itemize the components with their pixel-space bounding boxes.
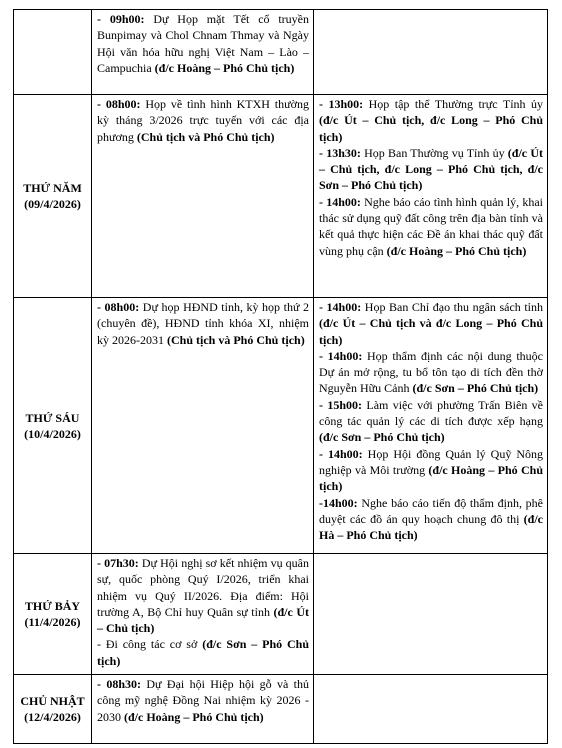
entry-assignee: (đ/c Út – Chủ tịch và đ/c Long – Phó Chủ tịch) — [319, 316, 543, 347]
morning-cell — [92, 95, 314, 298]
entry-time: - 13h30: — [319, 145, 361, 160]
morning-cell — [92, 675, 314, 744]
schedule-entry — [97, 11, 309, 76]
entry-text: Họp Ban Thường vụ Tỉnh ủy — [360, 145, 508, 160]
schedule-entry — [319, 397, 543, 446]
day-name: CHỦ NHẬT — [20, 694, 85, 708]
entry-text: Họp Hội đồng Quản lý Quỹ Nông nghiệp và Môi trường — [319, 446, 543, 477]
entry-time: - 14h00: — [319, 300, 362, 314]
entry-text: Dự họp HĐND tỉnh, kỳ họp thứ 2 (chuyên đề), HĐND tỉnh khóa XI, nhiệm kỳ 2026-2031 — [97, 300, 310, 347]
entry-assignee: (đ/c Hà – Phó Chủ tịch) — [319, 511, 543, 543]
entry-time: - 08h30: — [97, 677, 142, 691]
entry-assignee: (đ/c Út – Chủ tịch, đ/c Long – Phó Chủ tịch, đ/c Sơn – Phó Chủ tịch) — [319, 145, 544, 193]
entry-assignee: (đ/c Út – Chủ tịch, đ/c Long – Phó Chủ tịch) — [319, 113, 543, 144]
day-cell — [14, 298, 92, 554]
entry-time: - 09h00: — [97, 12, 145, 26]
afternoon-cell — [314, 298, 548, 554]
afternoon-cell — [314, 95, 548, 298]
afternoon-cell — [314, 675, 548, 744]
entry-assignee: (đ/c Út – Chủ tịch) — [97, 604, 309, 636]
entry-time: - 14h00: — [319, 348, 363, 363]
entry-assignee: (đ/c Hoàng – Phó Chủ tịch) — [154, 60, 295, 75]
entry-time: - 15h00: — [319, 397, 363, 412]
day-name: THỨ SÁU — [25, 410, 80, 425]
entry-assignee: (đ/c Sơn – Phó Chủ tịch) — [319, 430, 445, 445]
entry-text: Nghe báo cáo tiến độ thẩm định, phê duyệt các đồ án quy hoạch chung đô thị — [319, 495, 543, 526]
day-date: (09/4/2026) — [24, 197, 81, 211]
entry-assignee: (đ/c Hoàng – Phó Chủ tịch) — [124, 709, 264, 724]
day-date: (12/4/2026) — [24, 710, 81, 724]
entry-assignee: (đ/c Hoàng – Phó Chủ tịch) — [386, 243, 527, 258]
entry-assignee: (Chủ tịch và Phó Chủ tịch) — [136, 129, 275, 144]
entry-time: - 14h00: — [319, 446, 363, 461]
entry-text: Dự Đại hội Hiệp hội gỗ và thủ công mỹ nghệ Đồng Nai nhiệm kỳ 2026 - 2030 — [97, 677, 310, 724]
entry-time: - 08h00: — [97, 300, 140, 314]
schedule-entry — [319, 96, 543, 145]
entry-text: Làm việc với phường Trấn Biên về công tác quản lý các di tích được xếp hạng — [319, 397, 544, 429]
entry-time: - 13h00: — [319, 97, 364, 111]
day-name: THỨ NĂM — [23, 181, 82, 195]
day-cell — [14, 675, 92, 744]
schedule-row — [14, 10, 548, 95]
schedule-row — [14, 95, 548, 298]
entry-text: Dự Họp mặt Tết cổ truyền Bunpimay và Chol Chnam Thmay và Ngày Hội văn hóa hữu nghị Việt Nam – Lào – Campuchia — [97, 12, 310, 75]
afternoon-cell — [314, 554, 548, 675]
entry-text: Họp thẩm định các nội dung thuộc Dự án mở rộng, tu bổ tôn tạo di tích đền thờ Nguyễn Hữu Cảnh — [319, 348, 543, 396]
day-cell — [14, 554, 92, 675]
morning-cell — [92, 10, 314, 95]
schedule-entry — [97, 555, 309, 636]
day-cell — [14, 95, 92, 298]
entry-assignee: (đ/c Sơn – Phó Chủ tịch) — [412, 381, 539, 396]
entry-text: Họp tập thể Thường trực Tỉnh ủy — [363, 97, 543, 111]
schedule-table — [13, 9, 548, 744]
schedule-entry — [319, 194, 543, 259]
day-cell — [14, 10, 92, 95]
schedule-entry — [97, 676, 309, 725]
entry-text: Nghe báo cáo tình hình quản lý, khai thác sử dụng quỹ đất công trên địa bàn tỉnh và kết quả thực hiện các Đề án khai thác quỹ đất vùng phụ cận — [319, 194, 544, 258]
schedule-entry — [97, 636, 309, 669]
entry-text: Họp Ban Chỉ đạo thu ngân sách tỉnh — [361, 300, 544, 314]
entry-time: -14h00: — [319, 495, 358, 510]
schedule-entry — [97, 299, 309, 348]
entry-assignee: (đ/c Sơn – Phó Chủ tịch) — [97, 637, 310, 668]
entry-text: - Đi công tác cơ sở — [97, 637, 203, 652]
entry-text: Họp về tình hình KTXH thường kỳ tháng 3/2026 trực tuyến với các địa phương — [97, 97, 309, 144]
entry-time: - 14h00: — [319, 194, 361, 209]
schedule-entry — [97, 96, 309, 145]
schedule-row — [14, 554, 548, 675]
morning-cell — [92, 554, 314, 675]
entry-time: - 08h00: — [97, 97, 141, 111]
schedule-entry — [319, 299, 543, 348]
day-date: (11/4/2026) — [24, 615, 81, 629]
schedule-entry — [319, 446, 543, 495]
schedule-entry — [319, 495, 543, 544]
afternoon-cell — [314, 10, 548, 95]
day-name: THỨ BẢY — [24, 599, 81, 613]
schedule-row — [14, 298, 548, 554]
schedule-entry — [319, 145, 543, 194]
entry-assignee: (Chủ tịch và Phó Chủ tịch) — [167, 332, 305, 347]
day-date: (10/4/2026) — [24, 426, 81, 441]
entry-text: Dự Hội nghị sơ kết nhiệm vụ quân sự, quốc phòng Quý I/2026, triển khai nhiệm vụ Quý II/2026. Địa điểm: Hội trường A, Bộ Chỉ huy Quân sự tỉnh — [97, 556, 310, 619]
schedule-row — [14, 675, 548, 744]
schedule-entry — [319, 348, 543, 397]
morning-cell — [92, 298, 314, 554]
entry-assignee: (đ/c Hoàng – Phó Chủ tịch) — [319, 462, 543, 494]
entry-time: - 07h30: — [97, 556, 139, 570]
